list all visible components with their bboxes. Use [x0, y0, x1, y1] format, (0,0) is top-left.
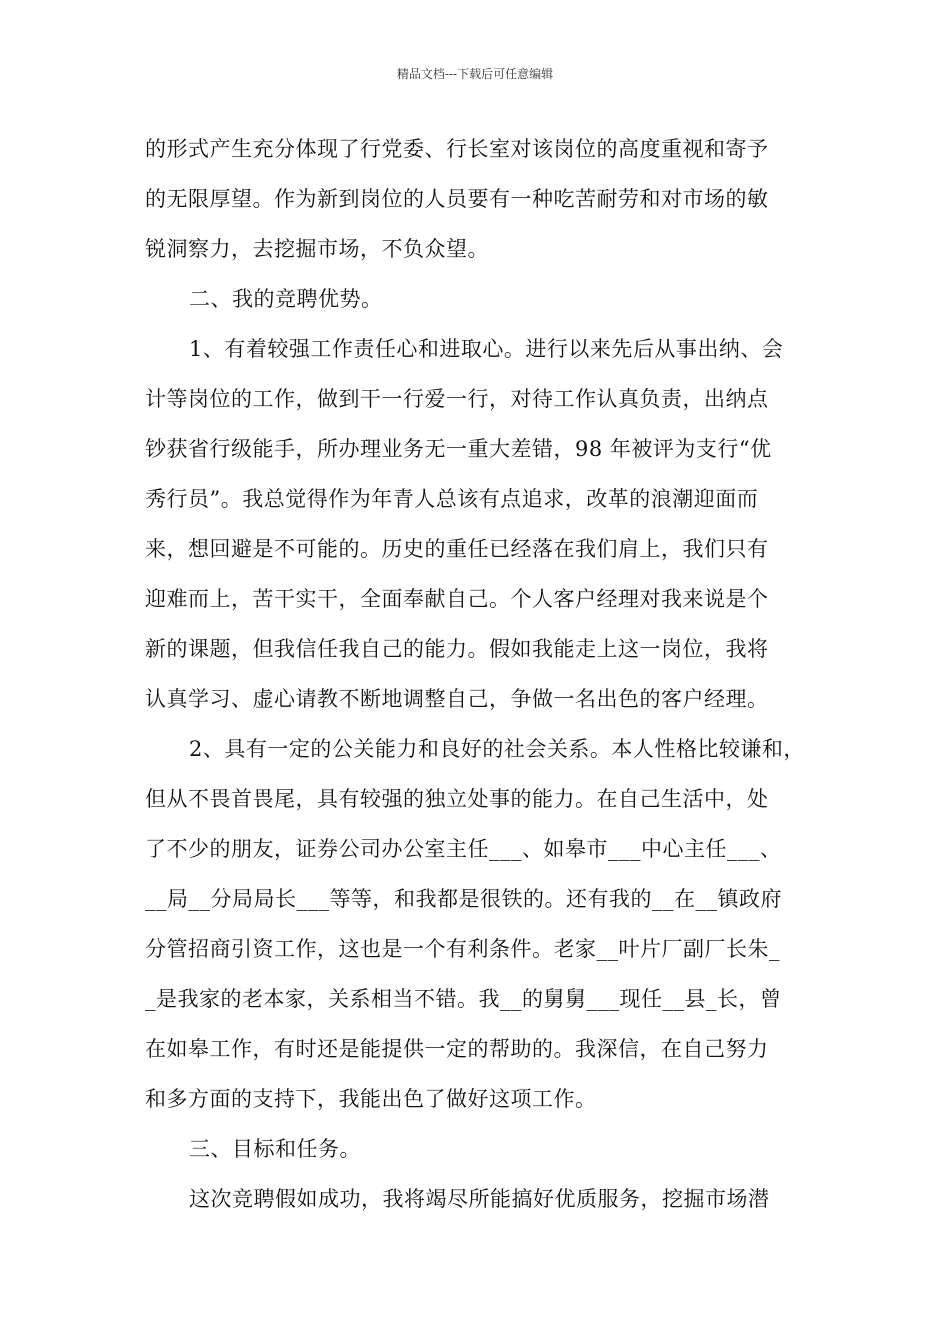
text-line: 分管招商引资工作，这也是一个有利条件。老家__叶片厂副厂长朱_	[145, 937, 780, 961]
section-heading: 三、目标和任务。	[189, 1137, 361, 1161]
page-header: 精品文档---下载后可任意编辑	[396, 67, 554, 81]
text-line: 这次竞聘假如成功，我将竭尽所能搞好优质服务，挖掘市场潜	[189, 1187, 770, 1211]
text-line: 2、具有一定的公关能力和良好的社会关系。本人性格比较谦和，	[189, 737, 805, 761]
text-line: 新的课题，但我信任我自己的能力。假如我能走上这一岗位，我将	[145, 637, 769, 661]
document-body	[145, 124, 817, 1224]
text-line: _是我家的老本家，关系相当不错。我__的舅舅___现任__县_长，曾	[145, 987, 782, 1011]
section-heading: 二、我的竞聘优势。	[189, 287, 383, 311]
text-line: 迎难而上，苦干实干，全面奉献自己。个人客户经理对我来说是个	[145, 587, 769, 611]
text-line: 认真学习、虚心请教不断地调整自己，争做一名出色的客户经理。	[145, 687, 769, 711]
text-line: 来，想回避是不可能的。历史的重任已经落在我们肩上，我们只有	[145, 537, 769, 561]
text-line: 锐洞察力，去挖掘市场，不负众望。	[145, 237, 489, 261]
text-line: 但从不畏首畏尾，具有较强的独立处事的能力。在自己生活中，处	[145, 787, 769, 811]
text-line: 的形式产生充分体现了行党委、行长室对该岗位的高度重视和寄予	[145, 137, 769, 161]
text-line: __局__分局局长___等等，和我都是很铁的。还有我的__在__镇政府	[145, 887, 782, 911]
text-line: 在如皋工作，有时还是能提供一定的帮助的。我深信，在自己努力	[145, 1037, 769, 1061]
text-line: 了不少的朋友，证券公司办公室主任___、如皋市___中心主任___、	[145, 837, 782, 861]
text-line: 和多方面的支持下，我能出色了做好这项工作。	[145, 1087, 597, 1111]
text-line: 钞获省行级能手，所办理业务无一重大差错，98 年被评为支行“优	[145, 437, 772, 461]
text-line: 计等岗位的工作，做到干一行爱一行，对待工作认真负责，出纳点	[145, 387, 769, 411]
text-line: 1、有着较强工作责任心和进取心。进行以来先后从事出纳、会	[189, 337, 784, 361]
text-line: 的无限厚望。作为新到岗位的人员要有一种吃苦耐劳和对市场的敏	[145, 187, 769, 211]
text-line: 秀行员”。我总觉得作为年青人总该有点追求，改革的浪潮迎面而	[145, 487, 759, 511]
